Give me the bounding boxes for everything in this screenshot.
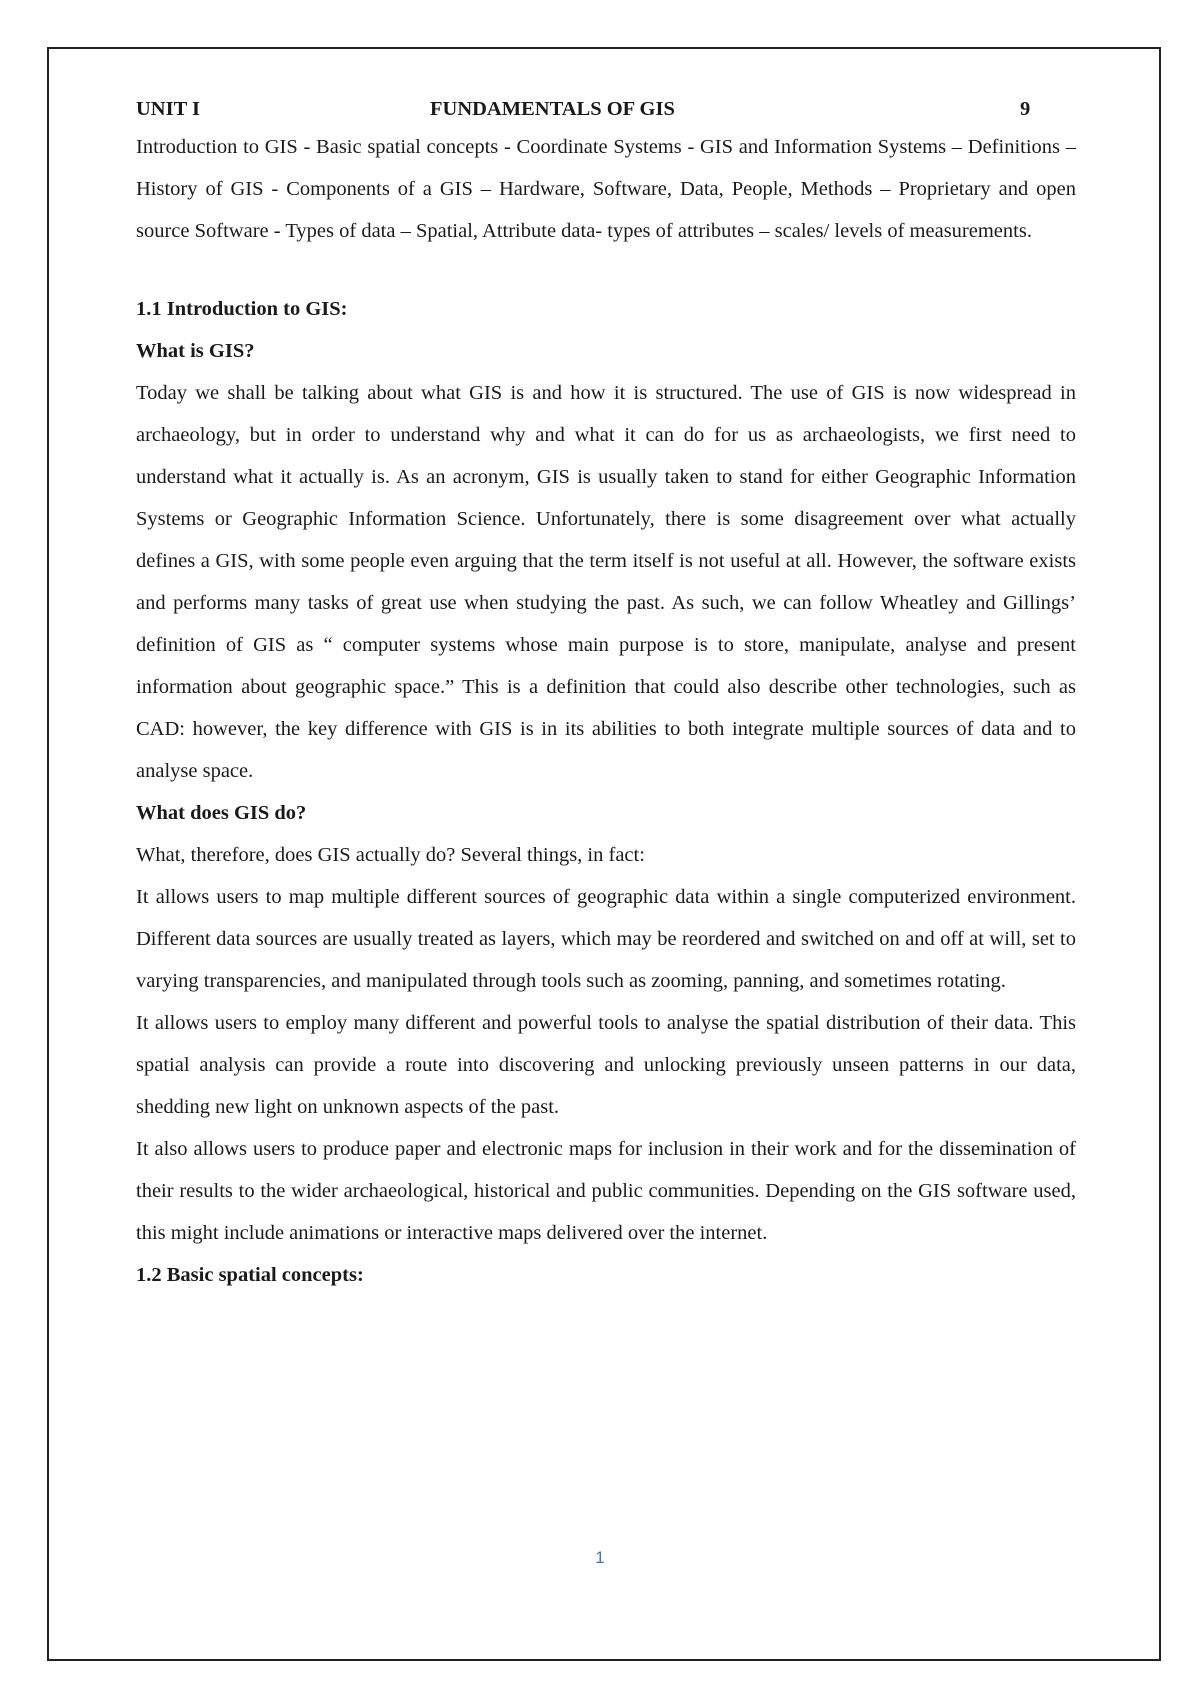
paragraph-what-is-gis: Today we shall be talking about what GIS is and how it is structured. The use of GIS is now widespread in archaeology, but in order to understand why and what it can do for us as archaeologists, we first need to understand what it actually is. As an acronym, GIS is usually taken to stand for either Geographic Information Systems or Geographic Information Science. Unfortunately, there is some disagreement over what actually defines a GIS, with some people even arguing that the term itself is not useful at all. However, the software exists and performs many tasks of great use when studying the past. As such, we can follow Wheatley and Gillings’ definition of GIS as “ computer systems whose main purpose is to store, manipulate, analyse and present information about geographic space.” This is a definition that could also describe other technologies, such as CAD: however, the key difference with GIS is in its abilities to both integrate multiple sources of data and to analyse space. bbox=[136, 382, 1076, 782]
paragraph-point-2: It allows users to employ many different and powerful tools to analyse the spatial distribution of their data. This spatial analysis can provide a route into discovering and unlocking previously unseen patterns in our data, shedding new light on unknown aspects of the past. bbox=[136, 1012, 1076, 1118]
unit-header bbox=[136, 92, 1076, 126]
subheading-what-does-gis-do: What does GIS do? bbox=[136, 802, 307, 824]
section-heading-1-1: 1.1 Introduction to GIS: bbox=[136, 298, 348, 320]
unit-title: FUNDAMENTALS OF GIS bbox=[430, 98, 675, 120]
paragraph-point-1: It allows users to map multiple different sources of geographic data within a single computerized environment. Different data sources are usually treated as layers, which may be reordered and switched on and off at will, set to varying transparencies, and manipulated through tools such as zooming, panning, and sometimes rotating. bbox=[136, 886, 1076, 992]
paragraph-what-does-intro: What, therefore, does GIS actually do? Several things, in fact: bbox=[136, 844, 645, 866]
section-heading-1-2: 1.2 Basic spatial concepts: bbox=[136, 1264, 364, 1286]
page-number: 1 bbox=[595, 1548, 605, 1567]
document-body bbox=[136, 92, 1076, 1296]
syllabus-paragraph: Introduction to GIS - Basic spatial concepts - Coordinate Systems - GIS and Information Systems – Definitions – History of GIS - Components of a GIS – Hardware, Software, Data, People, Methods – Proprietary and open source Software - Types of data – Spatial, Attribute data- types of attributes – scales/ levels of measurements. bbox=[136, 136, 1076, 242]
subheading-what-is-gis: What is GIS? bbox=[136, 340, 255, 362]
paragraph-point-3: It also allows users to produce paper and electronic maps for inclusion in their work and for the dissemination of their results to the wider archaeological, historical and public communities. Depending on the GIS software used, this might include animations or interactive maps delivered over the internet. bbox=[136, 1138, 1076, 1244]
unit-label: UNIT I bbox=[136, 98, 200, 120]
unit-hours: 9 bbox=[1020, 98, 1031, 120]
